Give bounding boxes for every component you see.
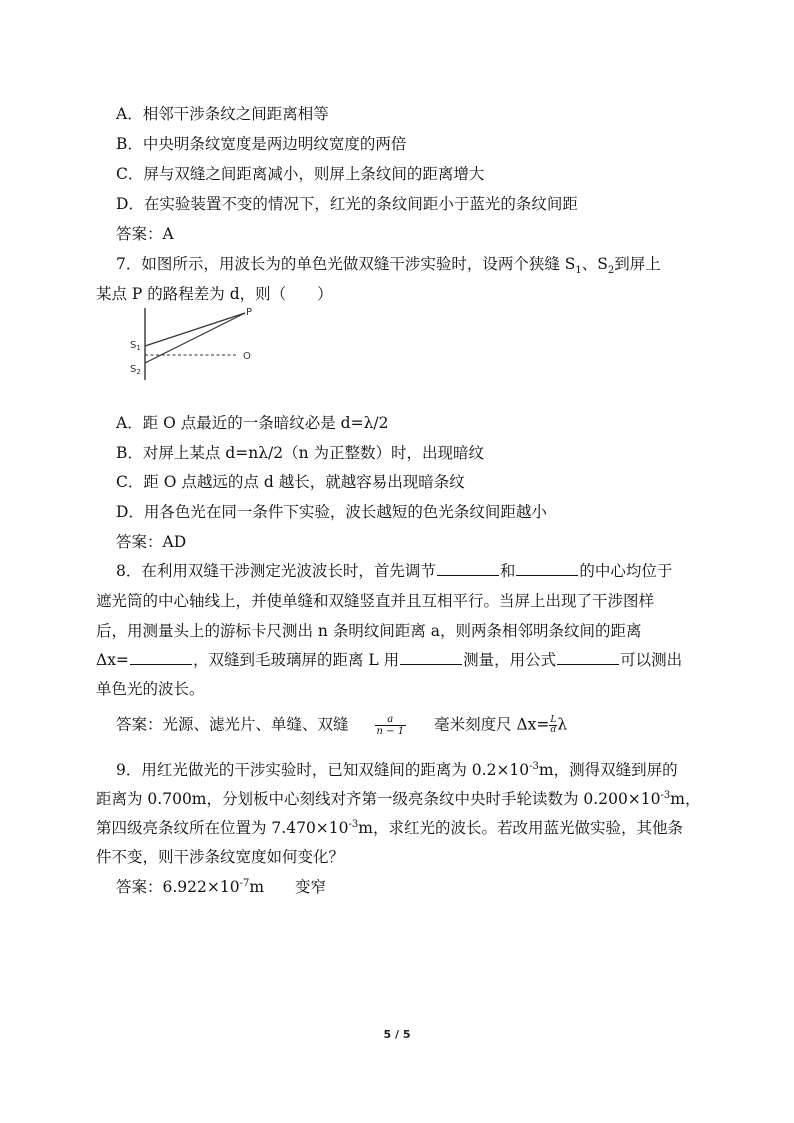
- q6-answer: 答案：A: [116, 225, 174, 243]
- q7-stem-line-1: 7．如图所示，用波长为的单色光做双缝干涉实验时，设两个狭缝 $S_1$、$S_2$到屏上: [116, 255, 661, 277]
- q7-stem-line-2: 某点 P 的路程差为 d，则（ ）: [96, 285, 333, 303]
- page-number: 5 / 5: [383, 1028, 411, 1041]
- ray-s1-p: [145, 313, 245, 346]
- blank-2: [516, 561, 578, 576]
- q7-option-d: D．用各色光在同一条件下实验，波长越短的色光条纹间距越小: [116, 503, 547, 521]
- q9-line-4: 件不变，则干涉条纹宽度如何变化？: [96, 848, 345, 866]
- label-s2: $S_2$: [130, 364, 141, 376]
- q8-line-4: Δx= ，双缝到毛玻璃屏的距离 L 用 测量，用公式 可以测出: [96, 651, 683, 669]
- q7-option-b: B．对屏上某点 d=nλ/2（n 为正整数）时，出现暗纹: [116, 444, 485, 462]
- q9-line-1: 9．用红光做光的干涉实验时，已知双缝间的距离为 $0.2\times 10^{-3}m$，测得双缝到屏的: [116, 760, 678, 779]
- blank-5: [557, 650, 619, 665]
- double-slit-diagram: [126, 306, 266, 382]
- q9-line-2: 距离为 0.700m，分划板中心刻线对齐第一级亮条纹中央时手轮读数为 $0.200\times 10^{-3}m$，: [96, 789, 701, 808]
- q9-answer: 答案：$6.922\times 10^{-7}m$ 变窄: [116, 877, 327, 896]
- q7-option-c: C．距 O 点越远的点 d 越长，就越容易出现暗条纹: [116, 473, 465, 491]
- q8-line-5: 单色光的波长。: [96, 680, 205, 698]
- label-p: P: [246, 307, 253, 318]
- blank-3: [130, 650, 192, 665]
- blank-1: [437, 561, 499, 576]
- q6-option-a: A．相邻干涉条纹之间距离相等: [116, 105, 329, 123]
- q8-line-2: 遮光筒的中心轴线上，并使单缝和双缝竖直并且互相平行。当屏上出现了干涉图样: [96, 592, 655, 610]
- q6-option-d: D．在实验装置不变的情况下，红光的条纹间距小于蓝光的条纹间距: [116, 195, 578, 213]
- q8-answer: 答案：光源、滤光片、单缝、双缝 $\frac{a}{n - 1}$ 毫米刻度尺 Δx= $\frac{L}{d}$ λ: [116, 714, 568, 737]
- fraction-a-over-n-minus-1: $\frac{a}{n - 1}$: [376, 714, 405, 737]
- blank-4: [400, 650, 462, 665]
- q7-answer: 答案：AD: [116, 533, 187, 551]
- q6-option-b: B．中央明条纹宽度是两边明纹宽度的两倍: [116, 135, 407, 153]
- q7-option-a: A．距 O 点最近的一条暗纹必是 d=λ/2: [116, 414, 389, 432]
- q9-line-3: 第四级亮条纹所在位置为 $7.470\times 10^{-3}m$，求红光的波长。若改用蓝光做实验，其他条: [96, 818, 683, 837]
- label-o: O: [243, 351, 251, 362]
- q8-line-3: 后，用测量头上的游标卡尺测出 n 条明纹间距离 a，则两条相邻明条纹间的距离: [96, 622, 642, 640]
- fraction-l-over-d: $\frac{L}{d}$: [550, 715, 557, 735]
- q8-line-1: 8．在利用双缝干涉测定光波波长时，首先调节 和 的中心均位于: [116, 562, 673, 580]
- q6-option-c: C．屏与双缝之间距离减小，则屏上条纹间的距离增大: [116, 165, 485, 183]
- label-s1: $S_1$: [130, 340, 141, 352]
